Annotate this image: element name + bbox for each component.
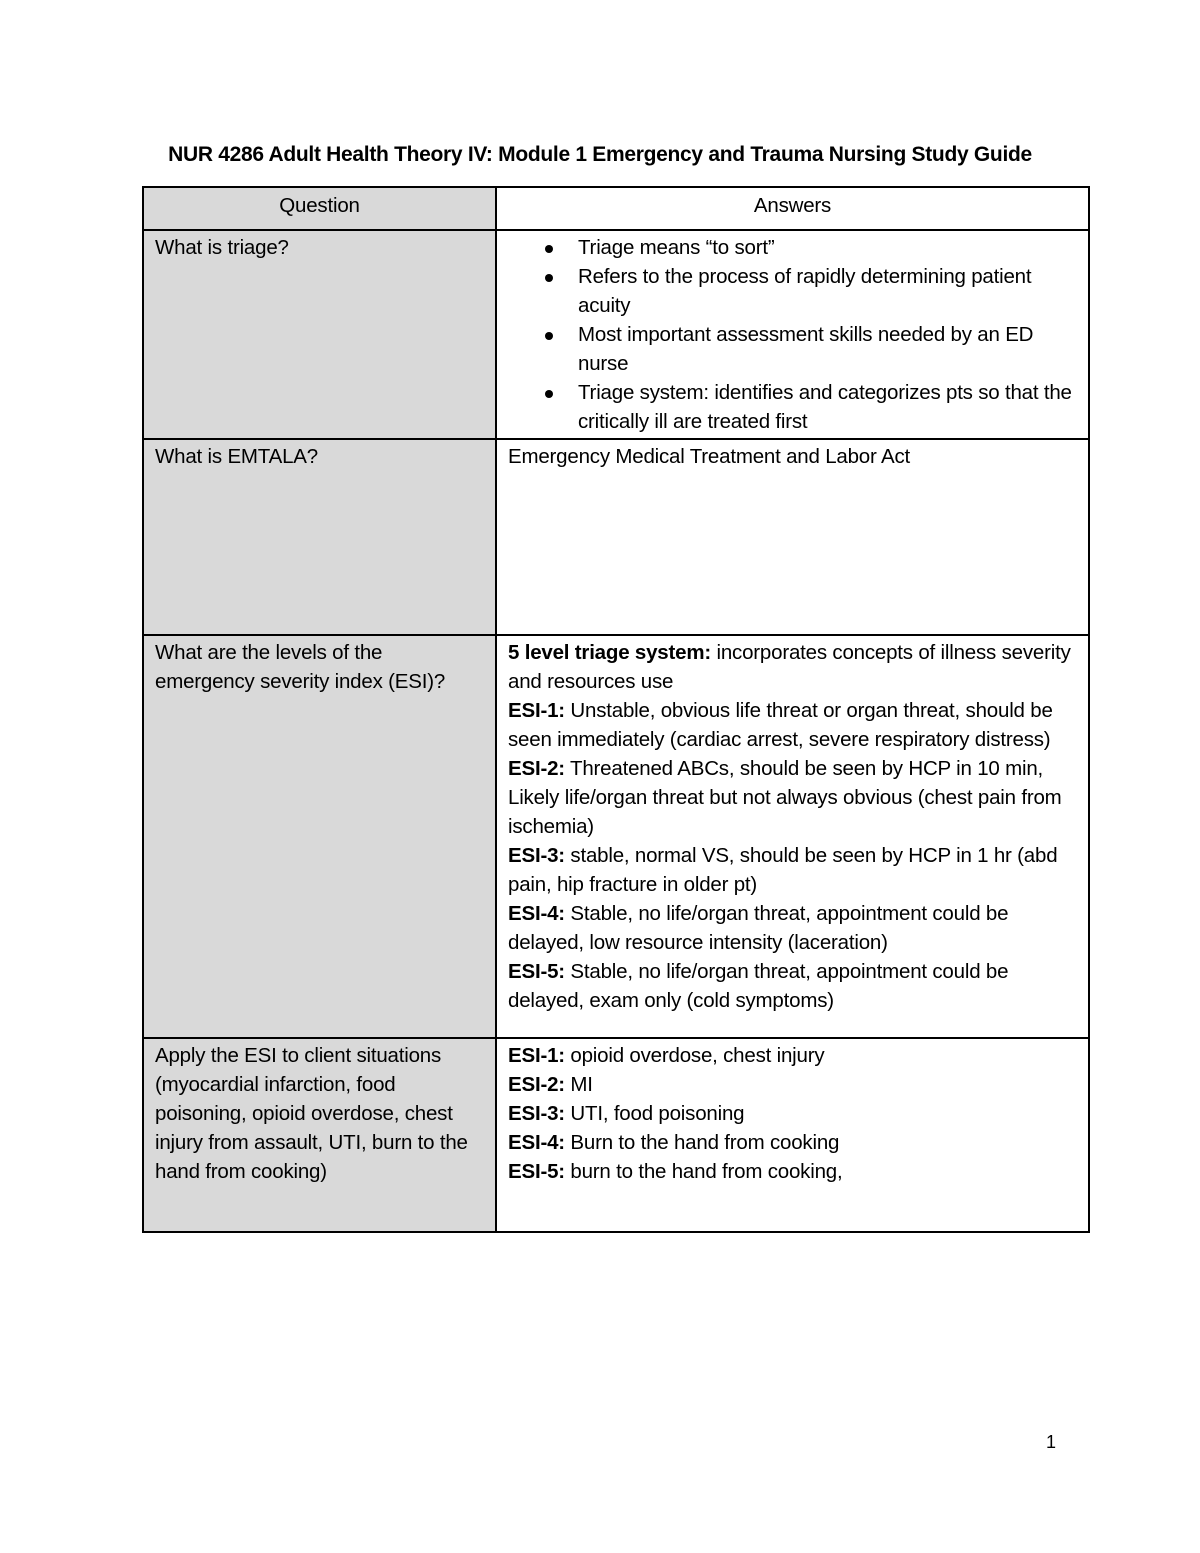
esi-label: ESI-3: — [508, 844, 565, 867]
page-title: NUR 4286 Adult Health Theory IV: Module 1 Emergency and Trauma Nursing Study Guide — [168, 143, 1032, 166]
esi-line: ESI-1: Unstable, obvious life threat or organ threat, should be seen immediately (cardiac arrest, severe respiratory distress) — [508, 699, 1053, 751]
bullet-item: Most important assessment skills needed by an ED nurse — [578, 320, 1077, 378]
answer-bullet-list — [508, 233, 1077, 436]
esi-label: ESI-2: — [508, 1073, 565, 1096]
esi-line: ESI-2: Threatened ABCs, should be seen by HCP in 10 min, Likely life/organ threat but not always obvious (chest pain from ischemia) — [508, 757, 1062, 838]
esi-line: ESI-3: UTI, food poisoning — [508, 1102, 745, 1125]
esi-label: ESI-4: — [508, 1131, 565, 1154]
question-cell: What are the levels of the emergency severity index (ESI)? — [143, 635, 496, 1038]
question-cell: What is triage? — [143, 230, 496, 439]
bullet-icon — [545, 245, 553, 253]
esi-line: 5 level triage system: incorporates concepts of illness severity and resources use — [508, 641, 1071, 693]
esi-line: ESI-4: Burn to the hand from cooking — [508, 1131, 840, 1154]
table-row — [143, 230, 1089, 439]
esi-line: ESI-5: Stable, no life/organ threat, appointment could be delayed, exam only (cold symptoms) — [508, 960, 1009, 1012]
answer-cell: Emergency Medical Treatment and Labor Act — [496, 439, 1089, 635]
answer-cell — [496, 230, 1089, 439]
esi-line: ESI-1: opioid overdose, chest injury — [508, 1044, 825, 1067]
bullet-icon — [545, 274, 553, 282]
esi-line: ESI-2: MI — [508, 1073, 593, 1096]
table-row — [143, 439, 1089, 635]
bullet-icon — [545, 390, 553, 398]
answer-cell — [496, 1038, 1089, 1232]
study-guide-table — [142, 186, 1090, 1233]
table-row — [143, 1038, 1089, 1232]
question-cell: Apply the ESI to client situations (myocardial infarction, food poisoning, opioid overdose, chest injury from assault, UTI, burn to the hand from cooking) — [143, 1038, 496, 1232]
esi-label: ESI-4: — [508, 902, 565, 925]
esi-label: ESI-5: — [508, 1160, 565, 1183]
answer-cell — [496, 635, 1089, 1038]
esi-label: ESI-1: — [508, 699, 565, 722]
table-row — [143, 635, 1089, 1038]
esi-label: ESI-1: — [508, 1044, 565, 1067]
answers-header: Answers — [496, 187, 1089, 230]
table-header-row — [143, 187, 1089, 230]
esi-line: ESI-5: burn to the hand from cooking, — [508, 1160, 843, 1183]
question-header: Question — [143, 187, 496, 230]
question-cell: What is EMTALA? — [143, 439, 496, 635]
esi-label: ESI-2: — [508, 757, 565, 780]
esi-line: ESI-3: stable, normal VS, should be seen by HCP in 1 hr (abd pain, hip fracture in older pt) — [508, 844, 1058, 896]
esi-label: ESI-3: — [508, 1102, 565, 1125]
page-number: 1 — [1046, 1432, 1057, 1452]
esi-line: ESI-4: Stable, no life/organ threat, appointment could be delayed, low resource intensity (laceration) — [508, 902, 1009, 954]
bullet-item: Triage means “to sort” — [578, 233, 1077, 262]
esi-label: ESI-5: — [508, 960, 565, 983]
bullet-item: Triage system: identifies and categorizes pts so that the critically ill are treated first — [578, 378, 1077, 436]
esi-label: 5 level triage system: — [508, 641, 711, 664]
bullet-icon — [545, 332, 553, 340]
bullet-item: Refers to the process of rapidly determining patient acuity — [578, 262, 1077, 320]
